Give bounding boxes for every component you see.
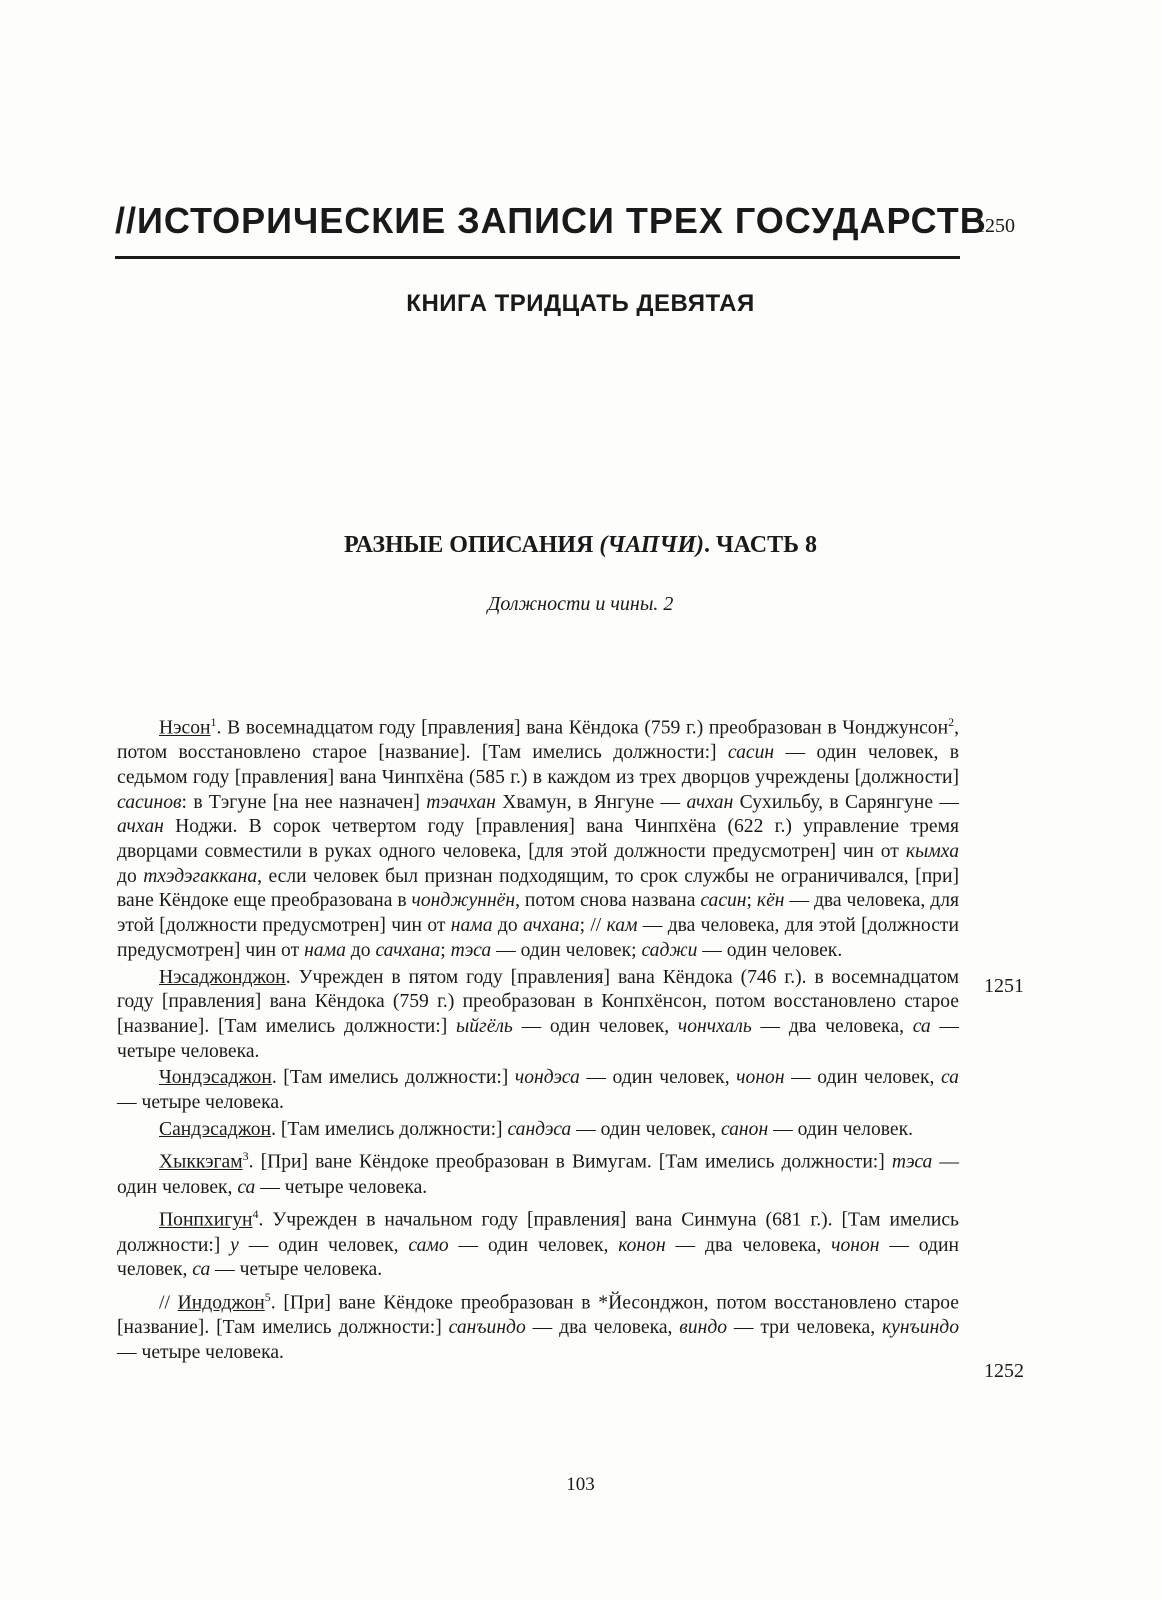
text: ; [440, 939, 451, 961]
text: — два человека, [525, 1317, 680, 1339]
margin-note: 1251 [984, 975, 1024, 997]
italic-term: кунъиндо [882, 1317, 959, 1339]
text: — один человек. [697, 939, 843, 961]
book-title: КНИГА ТРИДЦАТЬ ДЕВЯТАЯ [406, 290, 755, 317]
term: Нэсаджонджон [159, 966, 286, 988]
footnote-ref: 5 [264, 1290, 271, 1305]
italic-term: ачхана [522, 915, 580, 937]
text: — один человек, [512, 1015, 678, 1037]
term: Понпхигун [159, 1209, 253, 1231]
italic-term: кымха [905, 841, 959, 863]
header-margin-number: 1250 [975, 215, 1015, 237]
text: до [345, 939, 376, 961]
italic-term: ыйгёль [455, 1015, 513, 1037]
text: ; [746, 890, 757, 912]
text: — два человека, [665, 1234, 832, 1256]
italic-term: сасин [727, 742, 775, 764]
italic-term: чонон [736, 1067, 785, 1089]
text: // [159, 1292, 178, 1314]
text: — один человек, [579, 1067, 737, 1089]
text: Сухильбу, в Сарянгуне — [733, 791, 960, 813]
text: — один человек, в седьмом году [правления] вана Чинпхёна (585 г.) в каждом из трех дворцов учреждены [должности] [117, 742, 959, 788]
italic-term: сандэса [507, 1118, 572, 1140]
text: — четыре человека. [117, 1015, 959, 1062]
italic-term: тэса [450, 939, 492, 961]
running-header [115, 200, 987, 259]
section-title [0, 532, 1161, 559]
text: — один человек, [571, 1118, 721, 1140]
text: . Учрежден в пятом году [правления] вана Кёндока (746 г.). в восемнадцатом году [правления] вана Кёндока (759 г.) преобразован в Конпхёнсон, потом восстановлено старое [название]. [Там имелись должности:] [117, 966, 959, 1037]
paragraph-ponpkhigun [117, 1202, 959, 1283]
text: . [При] ване Кёндоке преобразован в Вимугам. [Там имелись должности:] [248, 1152, 892, 1174]
paragraph-nason [117, 710, 959, 964]
text: Ноджи. В сорок четвертом году [правления] вана Чинпхёна (622 г.) управление тремя дворцами совместили в руках одного человека, [для этой должности предусмотрен] чин от [117, 816, 959, 863]
italic-term: нама [304, 939, 346, 961]
body-text [117, 710, 959, 1368]
section-title-part: . ЧАСТЬ 8 [704, 532, 817, 558]
italic-term: са [940, 1067, 959, 1089]
text: . Учрежден в начальном году [правления] вана Синмуна (681 г.). [Там имелись должности:] [117, 1209, 959, 1256]
italic-term: сасинов [117, 791, 182, 813]
section-title-main: РАЗНЫЕ ОПИСАНИЯ [344, 532, 594, 558]
paragraph-chondesadzhon [117, 1066, 959, 1115]
italic-term: са [912, 1015, 931, 1037]
text: . [При] ване Кёндоке преобразован в *Йесонджон, потом восстановлено старое [название]. [Там имелись должности:] [117, 1292, 959, 1339]
text: ; // [579, 915, 607, 937]
italic-term: тхэдэгаккана [143, 865, 258, 887]
italic-term: нама [450, 915, 493, 937]
text: — один человек; [491, 939, 642, 961]
italic-term: са [192, 1259, 211, 1281]
italic-term: санъиндо [448, 1317, 526, 1339]
text: — один человек, [117, 1152, 959, 1198]
text: : в Тэгуне [на нее назначен] [181, 791, 427, 813]
term: Хыккэгам [159, 1152, 243, 1174]
text: — три человека, [727, 1317, 883, 1339]
italic-term: чонон [831, 1234, 880, 1256]
text: — один человек, [238, 1234, 409, 1256]
italic-term: чонджуннён [411, 890, 516, 912]
footnote-ref: 4 [252, 1207, 259, 1222]
header-title: //ИСТОРИЧЕСКИЕ ЗАПИСИ ТРЕХ ГОСУДАРСТВ [115, 200, 987, 241]
term: Индоджон [177, 1292, 265, 1314]
page-number: 103 [566, 1474, 595, 1495]
italic-term: санон [720, 1118, 769, 1140]
term: Сандэсаджон [159, 1118, 272, 1140]
text: . [Там имелись должности:] [271, 1067, 515, 1089]
italic-term: кён [756, 890, 785, 912]
text: — два человека, для этой [должности предусмотрен] чин от [117, 890, 960, 937]
text: до [117, 865, 144, 887]
section-title-italic: (ЧАПЧИ) [599, 532, 705, 558]
text: — четыре человека. [255, 1176, 428, 1198]
text: — четыре человека. [117, 1342, 284, 1363]
italic-term: чондэса [514, 1067, 580, 1089]
paragraph-indodzhon [117, 1285, 959, 1366]
italic-term: ачхан [686, 791, 734, 813]
text: , потом снова названа [515, 890, 701, 912]
italic-term: кам [606, 915, 638, 937]
italic-term: тэса [891, 1152, 933, 1174]
footnote-ref: 1 [210, 715, 217, 729]
section-subtitle: Должности и чины. 2 [487, 593, 674, 615]
text: — один человек, [784, 1067, 941, 1089]
paragraph-sandesadzhon [117, 1118, 959, 1143]
italic-term: чончхаль [677, 1015, 752, 1037]
footnote-ref: 3 [242, 1149, 249, 1164]
text: — два человека, для этой [должности предусмотрен] чин от [117, 915, 959, 961]
italic-term: виндо [679, 1317, 728, 1339]
paragraph-nesadzhondzhon [117, 966, 959, 1065]
italic-term: саджи [641, 939, 698, 961]
italic-term: само [408, 1234, 449, 1256]
paragraph-khykkegam [117, 1144, 959, 1200]
italic-term: конон [618, 1234, 666, 1256]
text: , потом восстановлено старое [название]. [Там имелись должности:] [117, 717, 959, 764]
text: — два человека, [751, 1015, 913, 1037]
text: — один человек, [117, 1234, 959, 1281]
text: . [Там имелись должности:] [271, 1118, 508, 1140]
text: — четыре человека. [210, 1259, 383, 1281]
footnote-ref: 2 [948, 715, 955, 729]
text: — четыре человека. [117, 1092, 284, 1114]
text: , если человек был признан подходящим, то срок службы не ограничивался, [при] ване Кёндоке еще преобразована в [117, 865, 959, 912]
text: до [492, 915, 523, 937]
margin-note: 1252 [984, 1360, 1024, 1382]
term: Нэсон [159, 717, 211, 739]
italic-term: сасин [700, 890, 747, 912]
text: — один человек, [448, 1234, 619, 1256]
italic-term: тэачхан [426, 791, 496, 813]
italic-term: ачхан [117, 816, 164, 838]
italic-term: са [237, 1176, 256, 1198]
italic-term: сачхана [375, 939, 441, 961]
text: . В восемнадцатом году [правления] вана Кёндока (759 г.) преобразован в Чонджунсон [216, 717, 949, 739]
text: — один человек. [768, 1118, 914, 1140]
text: Хвамун, в Янгуне — [495, 791, 687, 813]
term: Чондэсаджон [159, 1067, 272, 1089]
italic-term: у [230, 1234, 239, 1256]
